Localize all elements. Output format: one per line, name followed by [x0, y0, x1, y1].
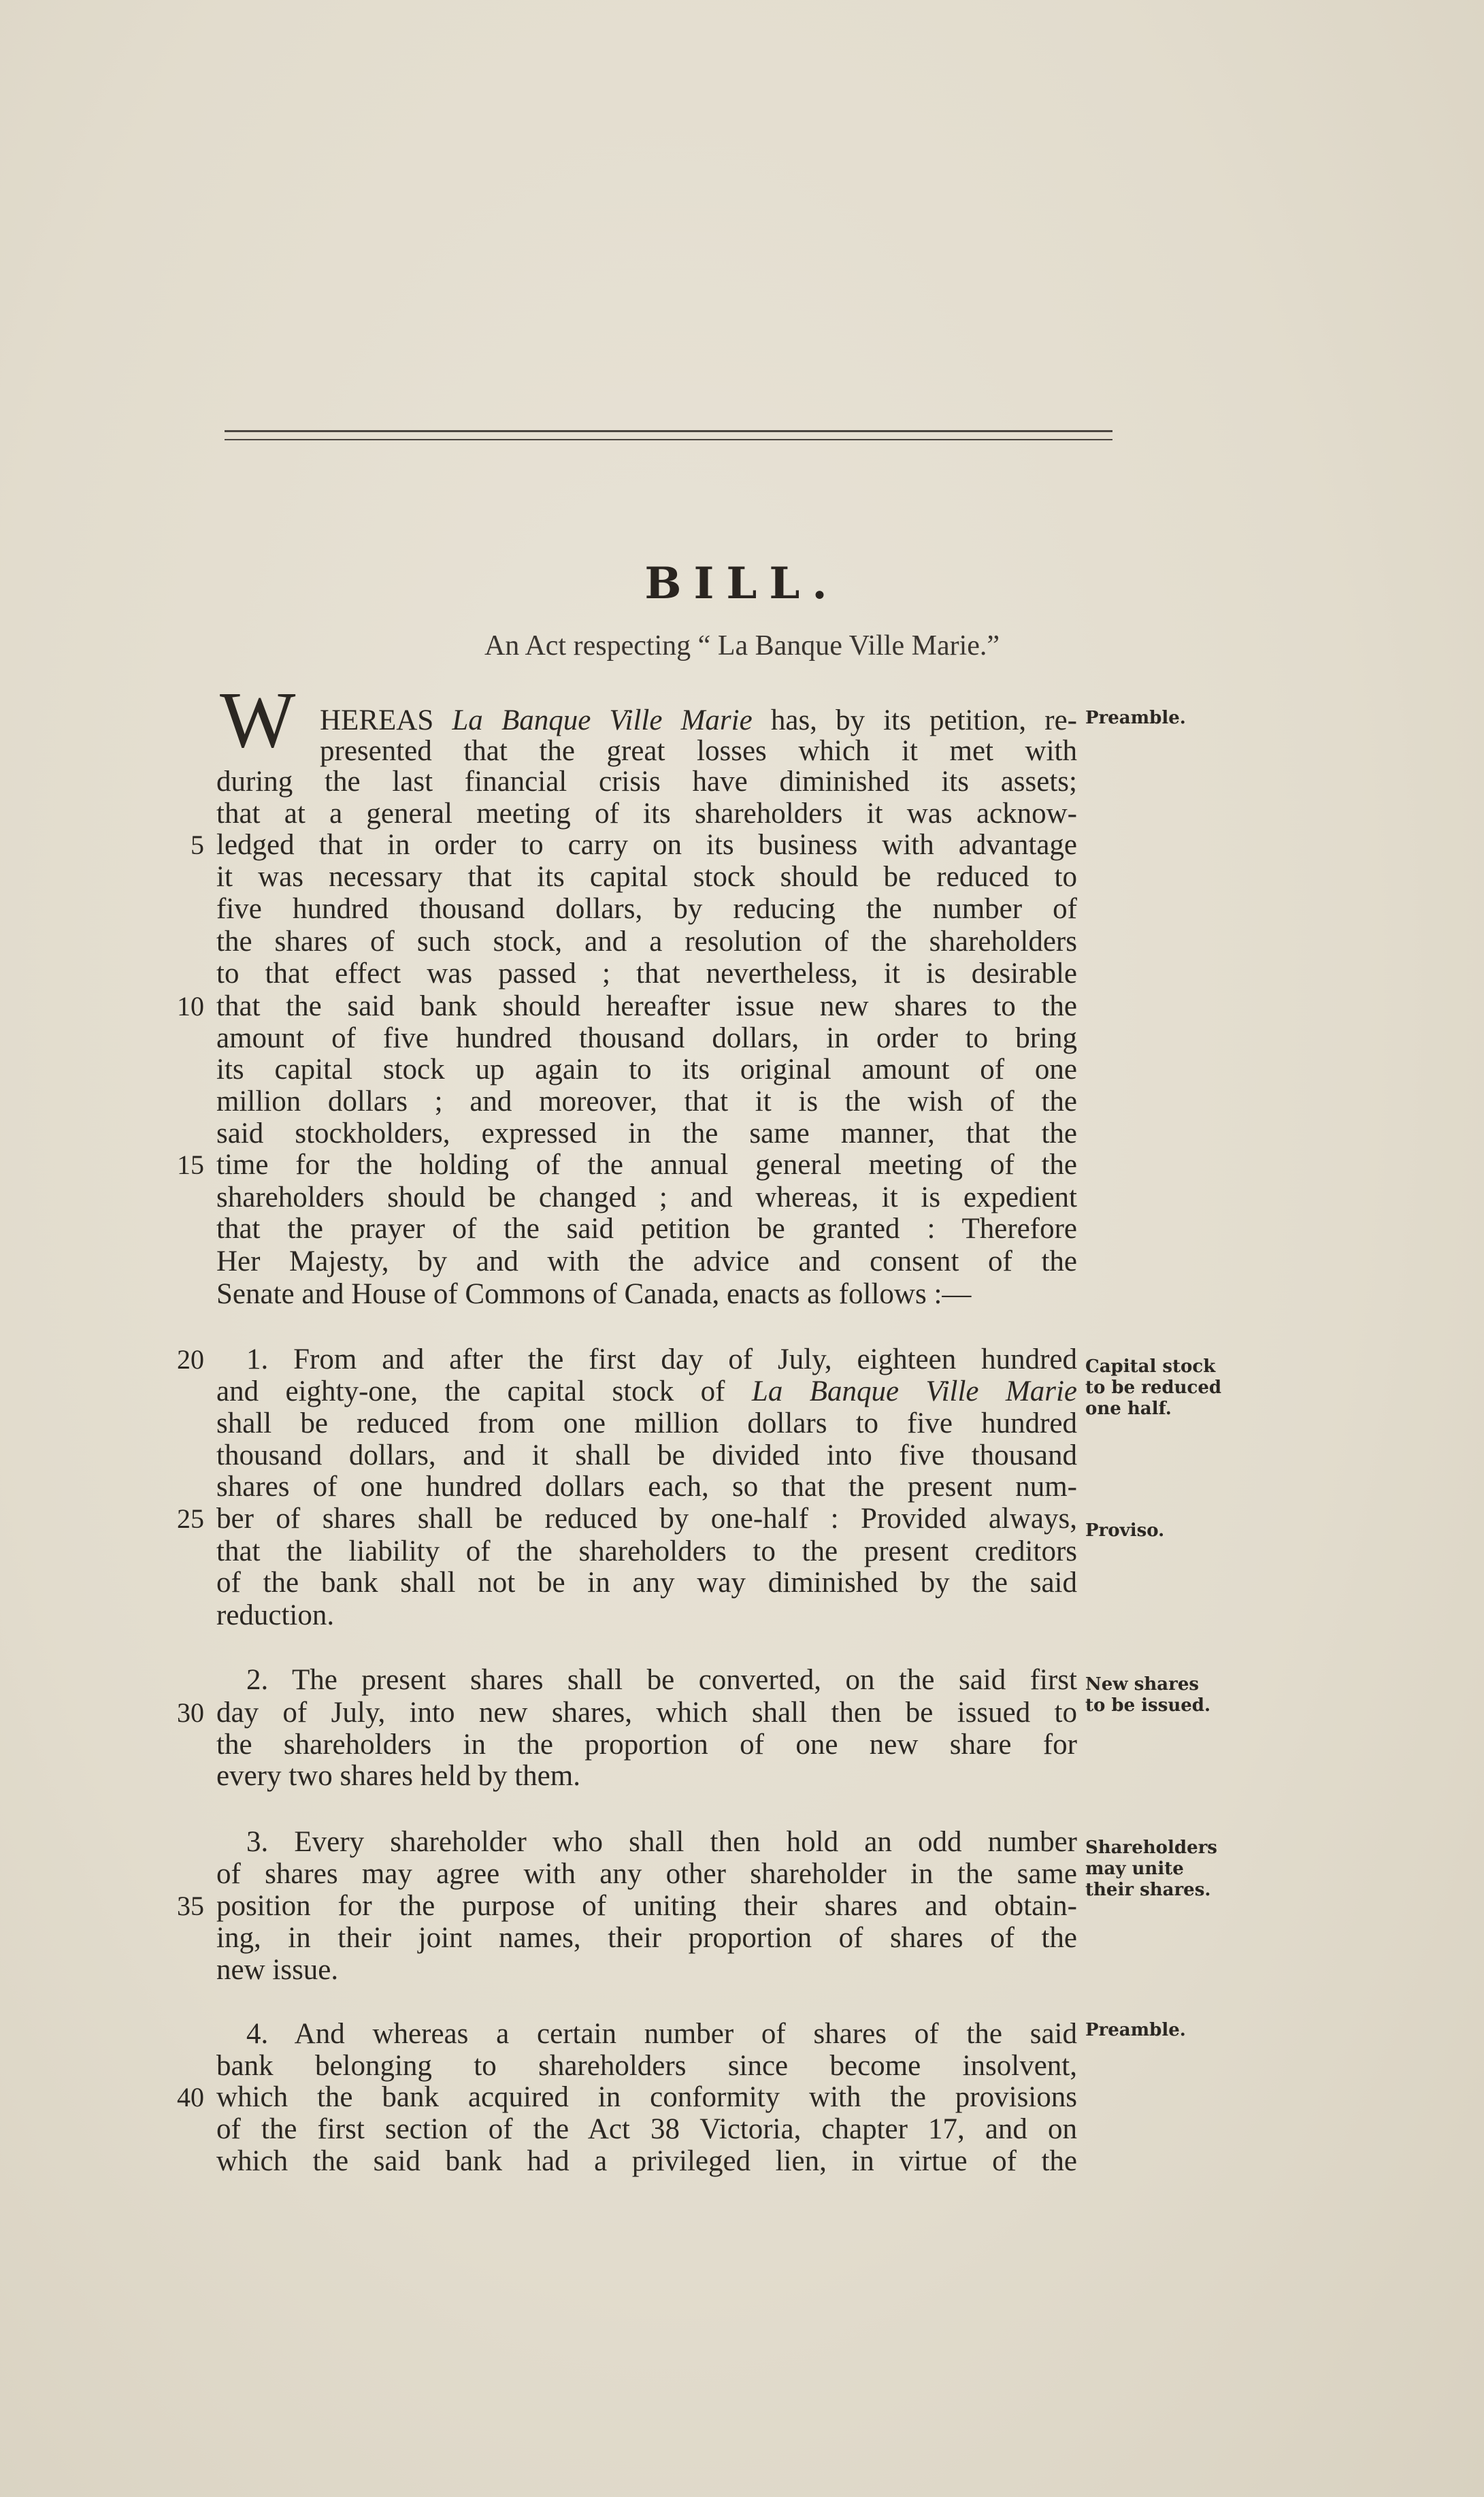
text-line: during the last financial crisis have diminished its assets; [216, 766, 1077, 798]
text-line: thousand dollars, and it shall be divided into five thousand [216, 1439, 1077, 1471]
text-line: day of July, into new shares, which shall then be issued to [216, 1697, 1077, 1729]
line-number: 15 [177, 1149, 204, 1180]
text-line: bank belonging to shareholders since become insolvent, [216, 2050, 1077, 2082]
line-number: 5 [191, 830, 204, 860]
margin-note [1085, 708, 1186, 729]
margin-note [1085, 1520, 1164, 1541]
text-line: which the bank acquired in conformity with the provisions [216, 2081, 1077, 2113]
text-line: amount of five hundred thousand dollars, in order to bring [216, 1022, 1077, 1054]
margin-note-line: to be reduced [1085, 1377, 1222, 1398]
text-line: ledged that in order to carry on its business with advantage [216, 829, 1077, 861]
margin-note [1085, 1674, 1210, 1716]
text-line: shareholders should be changed ; and whereas, it is expedient [216, 1181, 1077, 1213]
line-number: 40 [177, 2082, 204, 2112]
text-line: it was necessary that its capital stock should be reduced to [216, 861, 1077, 893]
margin-note-line: Preamble. [1085, 2020, 1186, 2040]
line-number: 30 [177, 1697, 204, 1728]
margin-note-line: may unite [1085, 1859, 1184, 1879]
text-line: the shareholders in the proportion of one new share for [216, 1729, 1077, 1761]
margin-note [1085, 1838, 1217, 1901]
margin-note-line: their shares. [1085, 1880, 1211, 1900]
text-line: HEREAS La Banque Ville Marie has, by its petition, re- [320, 704, 1078, 736]
text-line: 4. And whereas a certain number of shares of the said [246, 2018, 1077, 2050]
line-number: 35 [177, 1891, 204, 1921]
text-line: of the first section of the Act 38 Victoria, chapter 17, and on [216, 2113, 1077, 2145]
bill-title: BILL. [644, 558, 840, 609]
line-number: 25 [177, 1503, 204, 1534]
text-line: of the bank shall not be in any way diminished by the said [216, 1567, 1077, 1599]
text-line: that at a general meeting of its shareholders it was acknow- [216, 798, 1077, 830]
margin-note-line: Preamble. [1085, 708, 1186, 728]
text-line: Her Majesty, by and with the advice and consent of the [216, 1245, 1077, 1277]
text-line: 1. From and after the first day of July, eighteen hundred [246, 1343, 1077, 1375]
margin-note-line: to be issued. [1085, 1695, 1211, 1716]
margin-note-line: Capital stock [1085, 1356, 1216, 1377]
text-line: that the said bank should hereafter issue new shares to the [216, 990, 1077, 1022]
text-line: presented that the great losses which it met with [320, 735, 1077, 767]
top-double-rule [225, 430, 1112, 432]
text-line: ing, in their joint names, their proportion of shares of the [216, 1922, 1077, 1954]
act-title: An Act respecting “ La Banque Ville Marie.” [484, 630, 1000, 662]
text-line: which the said bank had a privileged lien, in virtue of the [216, 2145, 1077, 2177]
text-line: every two shares held by them. [216, 1760, 580, 1792]
text-line: shares of one hundred dollars each, so that the present num- [216, 1471, 1077, 1503]
text-line: time for the holding of the annual general meeting of the [216, 1149, 1077, 1181]
text-line: shall be reduced from one million dollars to five hundred [216, 1407, 1077, 1439]
top-double-rule-lower [225, 439, 1112, 440]
text-line: of shares may agree with any other shareholder in the same [216, 1858, 1077, 1890]
text-line: new issue. [216, 1954, 339, 1986]
text-line: million dollars ; and moreover, that it is the wish of the [216, 1086, 1077, 1117]
margin-note-line: Shareholders [1085, 1838, 1217, 1858]
text-line: 2. The present shares shall be converted, on the said first [246, 1664, 1077, 1696]
text-line: the shares of such stock, and a resolution of the shareholders [216, 926, 1077, 958]
text-line: 3. Every shareholder who shall then hold an odd number [246, 1826, 1077, 1858]
margin-note-line: Proviso. [1085, 1520, 1165, 1541]
text-line: Senate and House of Commons of Canada, enacts as follows :— [216, 1278, 972, 1310]
text-line: position for the purpose of uniting their shares and obtain- [216, 1890, 1077, 1922]
text-line: said stockholders, expressed in the same manner, that the [216, 1117, 1077, 1149]
text-line: that the prayer of the said petition be granted : Therefore [216, 1213, 1077, 1245]
text-line: that the liability of the shareholders to the present creditors [216, 1535, 1077, 1567]
text-line: five hundred thousand dollars, by reducing the number of [216, 893, 1077, 925]
text-line: ber of shares shall be reduced by one-half : Provided always, [216, 1503, 1077, 1535]
drop-cap: W [220, 675, 296, 764]
margin-note-line: New shares [1085, 1674, 1200, 1695]
line-number: 10 [177, 991, 204, 1022]
text-line: and eighty-one, the capital stock of La Banque Ville Marie [216, 1375, 1077, 1407]
margin-note-line: one half. [1085, 1399, 1172, 1419]
text-line: reduction. [216, 1599, 335, 1631]
margin-note [1085, 2020, 1186, 2041]
text-line: its capital stock up again to its original amount of one [216, 1054, 1077, 1086]
text-line: to that effect was passed ; that nevertheless, it is desirable [216, 958, 1077, 990]
line-number: 20 [177, 1344, 204, 1375]
margin-note [1085, 1356, 1221, 1420]
